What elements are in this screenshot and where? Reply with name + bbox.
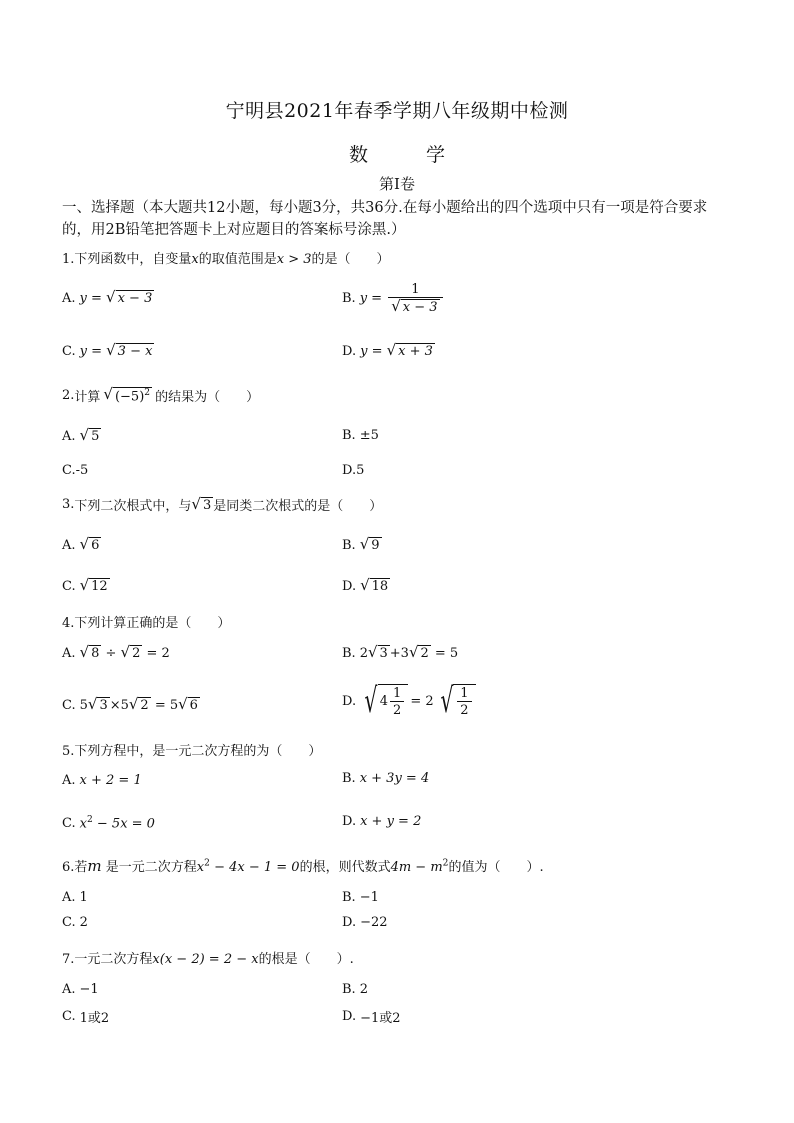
radicand: 12 — [91, 579, 108, 594]
exponent: 2 — [204, 858, 210, 869]
option-5b — [342, 771, 429, 786]
question-number: 3. — [62, 497, 75, 512]
question-stem: 计算 — [74, 390, 101, 405]
option-label: C. — [62, 1009, 76, 1024]
option-label: C. — [62, 697, 76, 713]
coefficient: 5 — [79, 698, 88, 713]
option-5d — [342, 814, 421, 829]
radicand: 3 — [379, 646, 388, 661]
option-value: −1 — [359, 890, 379, 905]
exponent: 2 — [86, 815, 93, 825]
section-instructions: 一、选择题（本大题共12小题，每小题3分，共36分.在每小题给出的四个选项中只有一项是符合要求的，用2B铅笔把答题卡上对应题目的答案标号涂黑.） — [62, 200, 708, 238]
radicand: 3 — [202, 497, 212, 513]
option-label: A. — [62, 890, 76, 905]
subject-title: 数 学 — [348, 144, 472, 166]
question-6 — [62, 856, 544, 875]
result: = 5 — [154, 698, 179, 713]
option-value: 2 — [79, 915, 88, 930]
option-3a: A. √ 6 — [62, 535, 100, 553]
expression: y = — [79, 291, 102, 306]
question-stem: 一元二次方程 — [74, 952, 153, 967]
operator: ÷ — [105, 646, 117, 661]
option-value: −1或2 — [360, 1011, 401, 1026]
option-1c: C. y = √ 3 − x — [62, 341, 153, 359]
radicand: 6 — [189, 698, 198, 713]
question-stem: 是一元二次方程 — [101, 860, 197, 875]
radicand: x − 3 — [402, 300, 438, 315]
option-value: 5 — [356, 463, 365, 478]
question-3: 3. 下列二次根式中，与 √ 3 是同类二次根式的是（ ） — [62, 494, 383, 514]
question-1 — [62, 248, 390, 267]
radicand: 3 − x — [117, 344, 153, 359]
exponent: 2 — [442, 858, 449, 869]
option-label: B. — [342, 645, 356, 661]
expression: − 4x − 1 = 0 — [209, 860, 300, 875]
question-stem: 下列计算正确的是（ ） — [74, 616, 231, 631]
option-label: B. — [342, 890, 356, 905]
option-label: C. — [62, 343, 76, 359]
option-2c — [62, 463, 88, 478]
expression: y = — [359, 291, 383, 306]
expression: x — [196, 860, 205, 875]
option-label: B. — [342, 982, 356, 997]
option-7c — [62, 1007, 109, 1026]
option-4d: D. √ 4 $\frac{1}{2}$ = 2 √ $\frac{1}{2}$ — [342, 684, 476, 718]
radicand: 6 — [91, 538, 100, 553]
radicand: x − 3 — [117, 291, 153, 306]
radicand: 2 — [140, 698, 149, 713]
radicand: 2 — [132, 646, 141, 661]
question-stem: 的取值范围是 — [198, 252, 277, 267]
option-value: 1或2 — [79, 1011, 110, 1026]
option-label: D. — [342, 578, 357, 594]
question-stem: 的结果为（ ） — [155, 390, 260, 405]
option-3b: B. √ 9 — [342, 535, 380, 553]
option-value: ±5 — [359, 428, 379, 443]
option-label: C. — [62, 815, 76, 831]
variable: m — [87, 857, 102, 875]
option-2d — [342, 463, 364, 478]
denominator: 2 — [457, 701, 471, 718]
option-value: −1 — [79, 982, 99, 997]
option-6c — [62, 915, 88, 930]
expression: y = — [360, 344, 383, 359]
option-label: D. — [342, 463, 357, 478]
operator: ×5 — [109, 698, 129, 713]
question-number: 4. — [62, 616, 75, 631]
option-value: −22 — [360, 915, 388, 930]
option-4b: B. 2 √ 3 +3 √ 2 = 5 — [342, 643, 459, 661]
radicand: (−5) — [114, 389, 145, 405]
volume-label: 第Ⅰ卷 — [379, 175, 415, 193]
question-stem: 的根是（ ）. — [258, 952, 354, 967]
radicand: 9 — [371, 538, 380, 553]
option-label: B. — [342, 291, 356, 306]
result: = 5 — [434, 646, 459, 661]
question-stem: 下列方程中，是一元二次方程的为（ ） — [74, 744, 322, 759]
option-label: D. — [342, 1009, 357, 1024]
option-label: A. — [62, 428, 76, 444]
question-stem: 下列二次根式中，与 — [74, 499, 192, 514]
radicand: 18 — [371, 579, 389, 594]
question-5 — [62, 740, 321, 759]
question-stem: 的值为（ ）. — [448, 860, 544, 875]
radicand: x + 3 — [398, 344, 433, 359]
option-1b: B. y = 1 √ x − 3 — [342, 282, 445, 315]
condition: x > 3 — [276, 252, 312, 267]
option-label: A. — [62, 645, 76, 661]
question-number: 1. — [62, 252, 75, 267]
expression: x(x − 2) = 2 − x — [152, 952, 259, 967]
option-value: 2 — [359, 982, 368, 997]
question-stem: 的是（ ） — [311, 252, 390, 267]
whole-number: 4 — [379, 694, 389, 709]
option-3c: C. √ 12 — [62, 576, 108, 594]
option-label: D. — [342, 343, 357, 359]
radicand: 3 — [99, 698, 108, 713]
option-3d: D. √ 18 — [342, 576, 389, 594]
option-7b — [342, 982, 368, 997]
option-label: D. — [342, 814, 357, 829]
option-label: D. — [342, 915, 357, 930]
question-number: 5. — [62, 744, 75, 759]
expression: − 5x = 0 — [92, 816, 155, 832]
denominator: 2 — [390, 701, 404, 718]
option-7d — [342, 1007, 401, 1026]
option-label: A. — [62, 290, 76, 306]
result: = 2 — [410, 693, 434, 709]
numerator: 1 — [460, 685, 469, 701]
radicand: 8 — [91, 646, 100, 661]
question-number: 6. — [62, 860, 75, 875]
variable: x — [191, 252, 199, 267]
option-label: B. — [342, 428, 356, 443]
question-number: 7. — [62, 952, 75, 967]
option-7a — [62, 982, 99, 997]
option-label: B. — [342, 537, 356, 553]
option-6d — [342, 915, 388, 930]
option-label: C. — [62, 578, 76, 594]
expression: 4m − m — [390, 860, 443, 875]
option-5a — [62, 773, 142, 788]
question-4 — [62, 612, 230, 631]
option-2a: A. √ 5 — [62, 426, 100, 444]
option-label: A. — [62, 537, 76, 553]
question-number: 2. — [62, 388, 75, 403]
question-7 — [62, 948, 354, 967]
expression: x + y = 2 — [360, 814, 422, 829]
expression: x + 2 = 1 — [79, 773, 142, 788]
operator: +3 — [389, 646, 409, 661]
option-label: D. — [342, 693, 357, 709]
option-value: -5 — [75, 463, 89, 478]
option-value: 1 — [79, 890, 88, 905]
option-5c — [62, 815, 155, 831]
question-stem: 下列函数中，自变量 — [74, 252, 192, 267]
option-label: A. — [62, 982, 76, 997]
expression: x — [79, 816, 87, 832]
option-6a — [62, 890, 88, 905]
question-stem: 的根，则代数式 — [299, 860, 391, 875]
radicand: 5 — [91, 429, 100, 444]
option-label: B. — [342, 771, 356, 786]
option-2b — [342, 428, 379, 443]
expression: x + 3y = 4 — [359, 771, 430, 786]
coefficient: 2 — [359, 646, 368, 661]
option-4a: A. √ 8 ÷ √ 2 = 2 — [62, 643, 170, 661]
option-4c: C. 5 √ 3 ×5 √ 2 = 5 √ 6 — [62, 695, 198, 713]
question-2: 2. 计算 √ $(-5)^2$ 的结果为（ ） — [62, 384, 260, 405]
question-stem: 是同类二次根式的是（ ） — [213, 499, 383, 514]
numerator: 1 — [411, 282, 420, 297]
exam-title: 宁明县2021年春季学期八年级期中检测 — [225, 100, 569, 122]
option-label: C. — [62, 915, 76, 930]
question-stem: 若 — [74, 860, 88, 875]
option-6b — [342, 890, 379, 905]
result: = 2 — [146, 646, 170, 661]
expression: y = — [79, 344, 102, 359]
option-1a: A. y = √ x − 3 — [62, 288, 153, 306]
option-label: A. — [62, 773, 76, 788]
option-1d: D. y = √ x + 3 — [342, 341, 433, 359]
numerator: 1 — [393, 685, 402, 701]
radicand: 2 — [420, 646, 429, 661]
option-label: C. — [62, 463, 76, 478]
exponent: 2 — [144, 387, 151, 398]
